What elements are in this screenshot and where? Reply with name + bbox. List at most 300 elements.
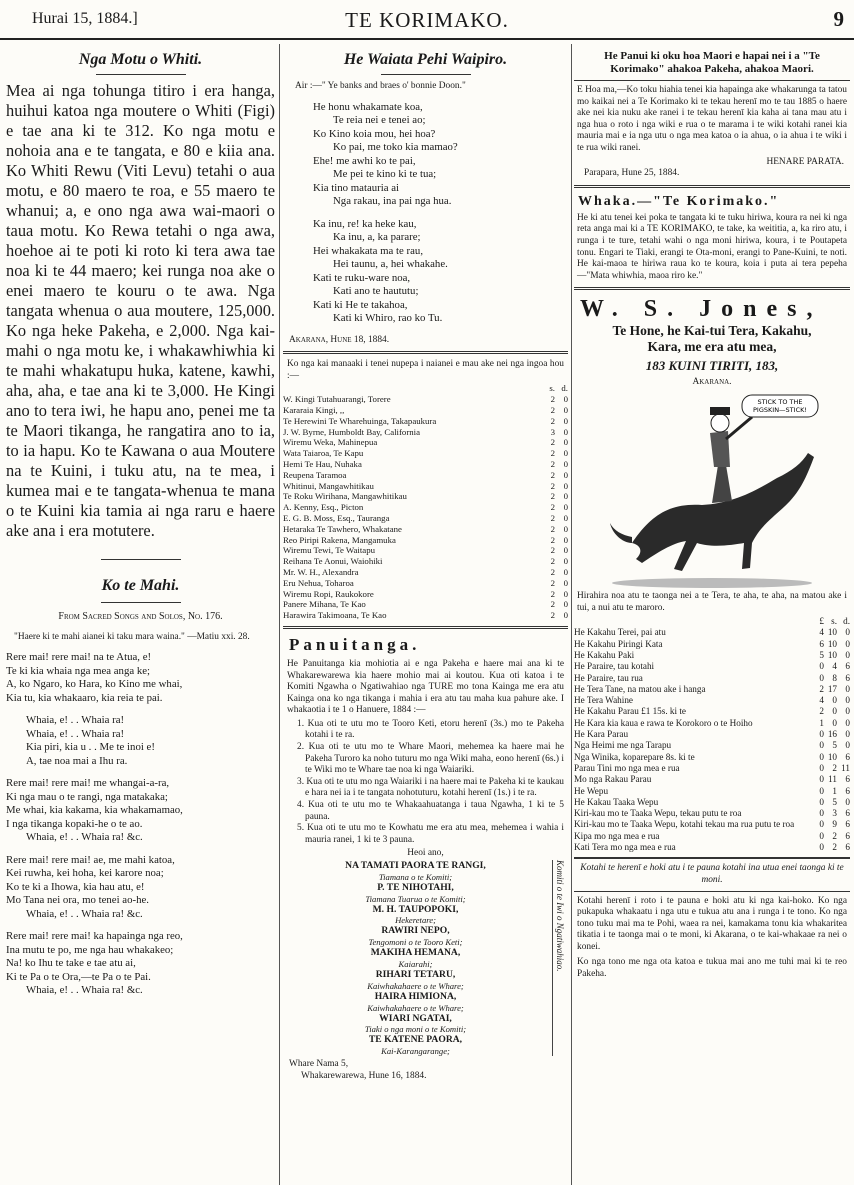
price-pounds: 0: [819, 830, 824, 841]
verse-line: Ko te ki a Ihowa, kia hau atu, e!: [6, 880, 145, 893]
hymn-heading: Ko te Mahi.: [101, 577, 180, 594]
verse-line: Rere mai! rere mai! ae, me mahi katoa,: [6, 853, 175, 866]
price-pounds: 0: [819, 672, 824, 683]
subscriber-row: [283, 405, 568, 416]
verse-line: He honu whakamate koa,: [313, 100, 423, 113]
subscriber-s: 2: [550, 534, 555, 545]
price-item: He Kakau Taaka Wepu: [574, 796, 659, 807]
price-pence: 0: [845, 706, 850, 717]
price-row: [574, 752, 850, 763]
subscriber-name: Hetaraka Te Tawhero, Whakatane: [283, 523, 402, 534]
price-shillings: 5: [832, 796, 837, 807]
advert-note-3: Ko nga tono me nga ota katoa e tukua mai ano me tuhi mai ki te reo Pakeha.: [577, 957, 847, 980]
subscriber-s: 2: [550, 599, 555, 610]
notice-heoi: Heoi ano,: [407, 848, 444, 859]
subscriber-name: Kararaia Kingi, ,,: [283, 404, 345, 415]
verse-line: Kati ki He te takahoa,: [313, 298, 408, 311]
subscriber-name: Whitinui, Mangawhitikau: [283, 480, 374, 491]
subscriber-d: 0: [563, 599, 568, 610]
rider-arm: [726, 417, 752, 439]
verse-line: Kia tino matauria ai: [313, 181, 400, 194]
subscriber-s: 3: [550, 426, 555, 437]
subscriber-name: Harawira Takimoana, Te Kao: [283, 610, 387, 621]
verse-line: Ehe! me awhi ko te pai,: [313, 154, 416, 167]
panui-heading: He Panui ki oku hoa Maori e hapai nei i a "Te Korimako" ahakoa Pakeha, ahakoa Maori.: [604, 50, 820, 75]
price-pence: 6: [845, 830, 850, 841]
committee-member-role: Kaiwhakahaere o te Whare;: [367, 980, 464, 991]
subscriber-row: [283, 502, 568, 513]
committee-member-role: Tengomoni o te Tooro Keti;: [368, 937, 463, 948]
price-pence: 0: [845, 729, 850, 740]
subscriber-row: [283, 481, 568, 492]
subscriber-name: Wiremu Ropi, Raukokore: [283, 588, 374, 599]
price-shillings: 0: [832, 706, 837, 717]
price-row: [574, 706, 850, 717]
price-item: He Wepu: [574, 785, 609, 796]
subscriber-row: [283, 610, 568, 621]
committee-member-role: Kaiwhakahaere o te Whare;: [367, 1002, 464, 1013]
price-pounds: 0: [819, 729, 824, 740]
verse-line: Na! ko Ihu te take e tae atu ai,: [6, 957, 136, 970]
chorus-line: Whaia, e! . . Whaia ra!: [26, 714, 125, 727]
chorus-line: A, tae noa mai a Ihu ra.: [26, 754, 128, 767]
subscriber-d: 0: [563, 458, 568, 469]
price-shillings: 10: [827, 638, 837, 649]
price-shillings: 1: [832, 785, 837, 796]
song-heading: He Waiata Pehi Waipiro.: [343, 51, 508, 68]
subscriber-name: Reupena Taramoa: [283, 469, 347, 480]
subscriber-row: [283, 394, 568, 405]
subscriber-row: [283, 491, 568, 502]
price-pence: 6: [845, 774, 850, 785]
subscriber-d: 0: [563, 512, 568, 523]
verse-line: Nga rakau, ina pai nga hua.: [333, 195, 452, 208]
committee-member-role: Kai-Karangarange;: [381, 1046, 450, 1057]
subscriber-name: E. G. B. Moss, Esq., Tauranga: [283, 512, 390, 523]
price-shillings: 11: [828, 774, 837, 785]
chorus-line: Kia piri, kia u . . Me te inoi e!: [26, 741, 155, 754]
subscriber-name: Te Roku Wirihana, Mangawhitikau: [283, 491, 407, 502]
price-item: He Kakahu Paki: [574, 649, 635, 660]
subscriber-s: 2: [550, 545, 555, 556]
column-divider: [571, 44, 572, 1185]
price-item: Nga Heimi me nga Tarapu: [574, 740, 672, 751]
committee-member-name: MAKIHA HEMANA,: [370, 947, 461, 959]
advert-name: W. S. Jones,: [580, 296, 823, 323]
price-pence: 0: [845, 695, 850, 706]
subscriber-s: 2: [550, 415, 555, 426]
subscriber-row: [283, 416, 568, 427]
verse-line: Kati ano te haututu;: [333, 285, 419, 298]
price-pounds: 4: [819, 695, 824, 706]
price-row: [574, 819, 850, 830]
committee-member-name: RIHARI TETARU,: [375, 968, 456, 980]
price-item: He Kakahu Terei, pai atu: [574, 627, 666, 638]
subscriber-s: 2: [550, 437, 555, 448]
horse-rider-illustration: [602, 393, 822, 589]
verse-line: Me pei te kino ki te tua;: [333, 168, 437, 181]
committee-member-role: Kaiarahi;: [398, 958, 433, 969]
column-3: [574, 44, 850, 1182]
subscriber-s: 2: [550, 502, 555, 513]
price-row: [574, 627, 850, 638]
price-pounds: 5: [819, 649, 824, 660]
subscriber-d: 0: [563, 577, 568, 588]
subscriber-d: 0: [563, 404, 568, 415]
price-shillings: 5: [832, 740, 837, 751]
verse-line: Me whai, kia kakama, kia whakamamao,: [6, 804, 183, 817]
price-pence: 0: [845, 740, 850, 751]
verse-line: Ka inu, re! ka heke kau,: [313, 217, 417, 230]
price-table: [574, 616, 850, 853]
price-pounds: 4: [819, 627, 824, 638]
price-item: Kiri-kau mo te Taaka Wepu, tekau putu te roa: [574, 808, 742, 819]
subscriber-name: Wiremu Weka, Mahinepua: [283, 437, 378, 448]
price-item: He Kakahu Parau £1 15s. ki te: [574, 706, 687, 717]
price-pence: 6: [845, 819, 850, 830]
price-pounds: 6: [819, 638, 824, 649]
chorus-line: Whaia, e! . . Whaia ra! &c.: [26, 907, 143, 920]
verse-line: I nga tikanga kopaki-he o te ao.: [6, 817, 143, 830]
subscriber-name: W. Kingi Tutahuarangi, Torere: [283, 394, 391, 405]
notice-rule: 2. Kua oti te utu mo te Whare Maori, mehemea ka haere mai he Pakeha Turoro ka noho tuturu mo nga Wiki maha, eono herenī (6s.) i te Wiki mo te Whare tae noa ki nga Waiariki.: [297, 742, 564, 776]
jones-advert: [574, 295, 850, 980]
horse-tail: [610, 523, 632, 543]
whaka-heading: Whaka.—"Te Korimako.": [578, 193, 780, 209]
notice-intro: He Panuitanga kia mohiotia ai e nga Pakeha e haere mai ana ki te Whakarewarewa kia haere mohio mai ai koutou. Kua oti katoa i te Komiti Ngawha o Ngatiwahiao nga TURE mo tona Kainga me era atu Kainga ona ko nga tikanga i mahia i era atu tau maha kua pahure ake. I whakaotia i te 1 o Hanuere, 1884 :—: [287, 658, 564, 716]
verse-line: Te ki kia whaia nga mea anga ke;: [6, 664, 151, 677]
song-signoff: Akarana, Hune 18, 1884.: [289, 334, 390, 345]
verse-line: Kia tu, kia whakaaro, kia reia te pai.: [6, 691, 163, 704]
price-pence: 6: [845, 842, 850, 853]
price-pounds: 0: [819, 774, 824, 785]
hymn-source: From Sacred Songs and Solos, No. 176.: [58, 611, 223, 622]
price-shillings: 0: [832, 695, 837, 706]
subscriber-d: 0: [563, 426, 568, 437]
price-item: He Paraire, tau rua: [574, 672, 643, 683]
price-row: [574, 808, 850, 819]
price-pounds: 0: [819, 842, 824, 853]
price-pence: 6: [845, 751, 850, 762]
verse-line: Rere mai! rere mai! me whangai-a-ra,: [6, 777, 170, 790]
song-air: Air :—" Ye banks and braes o' bonnie Doon.": [295, 81, 466, 91]
price-item: Kati Tera mo nga mea e rua: [574, 842, 676, 853]
verse-line: Kati ki Whiro, rao ko Tu.: [333, 312, 443, 325]
price-row: [574, 797, 850, 808]
subscriber-name: Wiremu Tewi, Te Waitapu: [283, 545, 376, 556]
song-verses: [283, 101, 568, 326]
subscriber-d: 0: [563, 534, 568, 545]
subscriber-d: 0: [563, 437, 568, 448]
subscriber-s: 2: [550, 588, 555, 599]
col-header: £: [819, 616, 824, 627]
col-header: s.: [831, 616, 837, 627]
price-item: He Paraire, tau kotahi: [574, 661, 655, 672]
price-shillings: 16: [827, 729, 837, 740]
price-row: [574, 729, 850, 740]
subscriber-s: 2: [550, 577, 555, 588]
price-item: He Kakahu Piringi Kata: [574, 638, 663, 649]
price-pounds: 0: [819, 819, 824, 830]
price-pence: 0: [845, 796, 850, 807]
price-pounds: 1: [819, 717, 824, 728]
notice-title: Panuitanga.: [289, 634, 421, 654]
notice-rule: 1. Kua oti te utu mo te Tooro Keti, etoru herenī (3s.) mo te Pakeha kotahi i te ra.: [297, 718, 564, 741]
subscriber-row: [283, 437, 568, 448]
subscriber-row: [283, 535, 568, 546]
verse-line: Ko pai, me toko kia mamao?: [333, 141, 458, 154]
advert-address: 183 KUINI TIRITI, 183,: [645, 358, 779, 374]
price-row: [574, 718, 850, 729]
subscribers-intro: Ko nga kai manaaki i tenei nupepa i naianei e mau ake nei nga ingoa hou :—: [287, 359, 564, 381]
col-header: s.: [549, 383, 555, 394]
price-item: Mo nga Rakau Parau: [574, 774, 652, 785]
price-item: Kipa mo nga mea e rua: [574, 830, 660, 841]
issue-date: Hurai 15, 1884.]: [32, 10, 138, 27]
verse-line: Ina mutu te po, me nga hau whakakeo;: [6, 943, 174, 956]
price-pounds: 0: [819, 751, 824, 762]
price-pence: 6: [845, 672, 850, 683]
subscriber-row: [283, 589, 568, 600]
price-pence: 6: [845, 785, 850, 796]
price-row: [574, 831, 850, 842]
committee-member-name: NA TAMATI PAORA TE RANGI,: [345, 860, 486, 871]
price-pounds: 0: [819, 661, 824, 672]
price-shillings: 10: [827, 649, 837, 660]
article-body: Mea ai nga tohunga titiro i era hanga, huihui katoa nga moutere o Whiti (Figi) e tae ana ki te 312. Ko nga motu e nohoia ana e te tangata, e 80 e kiia ana. Ko Whiti Rewu (Viti Levu) tetahi o aua motu, e 80 maero te roa, e 55 maero te whanui; a, e ono nga awa wai-maori o taua motu. Ko Rewa tetahi o nga awa, hoehoe ai te poti ki roto ki tera awa tae noa ki te 44 maero; kei runga noa ake o enei maero te kouru o te awa. Nga tangata whenua o aua moutere, 125,000. Ko nga heke Pakeha, e 2,000. Nga kai-mahi o nga motu ke, i whakawhiwhia ki te mahi whakatupu huka, katene, kawhi, aha, aha, e tae ana ki te 3,000. He Kingi ano to tera iwi, he hapu ano, penei me ta te Maori tikanga, he rangatira ano to ia, to ia hapu. Ko te Kawana o aua Moutere na te Kuini, i tuku atu, na te mea, i kumea mai e te tangata-whenua te mana o te Kuini kia tamia ai nga raru e haere ake ana i era motutere.: [6, 81, 275, 540]
subscriber-d: 0: [563, 394, 568, 405]
subscriber-row: [283, 599, 568, 610]
verse-line: Ka inu, a, ka parare;: [333, 231, 421, 244]
verse-line: Rere mai! rere mai! na te Atua, e!: [6, 651, 152, 664]
page-header: [0, 0, 854, 40]
price-pence: 6: [845, 808, 850, 819]
sign-text-2: PIGSKIN—STICK!: [753, 405, 807, 414]
price-pence: 0: [845, 627, 850, 638]
subscriber-s: 2: [550, 610, 555, 621]
subscriber-name: Panere Mihana, Te Kao: [283, 599, 366, 610]
price-pounds: 0: [819, 808, 824, 819]
notice-rule: 5. Kua oti te utu mo te Kowhatu me era atu mea, mehemea i wahia i mauria ranei, 1 ki te 3 pauna.: [297, 823, 564, 845]
subscriber-s: 2: [550, 458, 555, 469]
rider-head: [711, 414, 729, 432]
price-row: [574, 786, 850, 797]
price-shillings: 3: [832, 808, 837, 819]
price-row: [574, 695, 850, 706]
price-pence: 0: [845, 649, 850, 660]
subscriber-row: [283, 470, 568, 481]
subscriber-d: 0: [563, 588, 568, 599]
price-shillings: 4: [832, 661, 837, 672]
subscriber-row: [283, 578, 568, 589]
committee-member-name: RAWIRI NEPO,: [381, 925, 450, 937]
notice: [283, 634, 568, 1082]
panui-place: Parapara, Hune 25, 1884.: [584, 168, 680, 179]
verse-line: Ko Kino koia mou, hei hoa?: [313, 127, 436, 140]
subscriber-s: 2: [550, 491, 555, 502]
price-shillings: 8: [832, 672, 837, 683]
subscribers-table: [283, 383, 568, 621]
price-row: [574, 740, 850, 751]
subscriber-row: [283, 556, 568, 567]
chorus-line: Whaia, e! . . Whaia ra! &c.: [26, 831, 143, 844]
price-row: [574, 684, 850, 695]
price-shillings: 0: [832, 717, 837, 728]
subscriber-d: 0: [563, 566, 568, 577]
rider-leg: [712, 465, 732, 503]
subscriber-s: 2: [550, 404, 555, 415]
subscriber-d: 0: [563, 545, 568, 556]
price-pence: 6: [845, 661, 850, 672]
subscriber-s: 2: [550, 512, 555, 523]
panui-signer: HENARE PARATA.: [766, 156, 844, 167]
price-pence: 0: [845, 638, 850, 649]
advert-note-2: Kotahi herenī i roto i te pauna e hoki atu ki nga kai-hoko. Ko nga pukapuka whakaatu i nga utu e tukua atu ana i runga i te tono. Ko nga tono tuku mai ma te Pohi, waea ra nei, kamakama tonu kia whakaritea tikatia i te taonga mai o te moni, ki Akarana, o te kai-whakaae ra nei o konei.: [577, 895, 847, 952]
subscriber-s: 2: [550, 556, 555, 567]
notice-footer-2: Whakarewarewa, Hune 16, 1884.: [301, 1070, 427, 1081]
price-item: He Kara kia kaua e rawa te Korokoro o te Hoiho: [574, 717, 753, 728]
article-heading: Nga Motu o Whiti.: [78, 51, 203, 68]
subscriber-s: 2: [550, 480, 555, 491]
price-item: Nga Winika, koparepare 8s. ki te: [574, 751, 695, 762]
column-2: [283, 44, 568, 1182]
committee-member-role: Hekeretare;: [395, 915, 436, 926]
advert-sub-2: Kara, me era atu mea,: [647, 339, 777, 355]
page-number: 9: [833, 7, 844, 31]
subscriber-s: 2: [550, 566, 555, 577]
hymn-epigraph: "Haere ki te mahi aianei ki taku mara waina." —Matiu xxi. 28.: [14, 631, 250, 642]
price-row: [574, 639, 850, 650]
verse-line: Kei ruwha, kei hoha, kei karore noa;: [6, 867, 164, 880]
verse-line: Hei whakakata ma te rau,: [313, 244, 424, 257]
price-item: He Tera Wahine: [574, 695, 633, 706]
subscriber-row: [283, 427, 568, 438]
subscriber-row: [283, 545, 568, 556]
committee-side-label: Komiti o te Iwi o Ngatiwahiao.: [555, 860, 565, 972]
price-shillings: 2: [832, 830, 837, 841]
price-item: Kiri-kau mo te Taaka Wepu, kotahi tekau ma rua putu te roa: [574, 819, 795, 830]
price-item: He Kara Parau: [574, 729, 629, 740]
committee-member-role: Tiamana Tuarua o te Komiti;: [365, 893, 466, 904]
chorus-line: Whaia, e! . . Whaia ra!: [26, 727, 125, 740]
price-row: [574, 842, 850, 853]
col-header: d.: [561, 383, 568, 394]
price-pence: 11: [841, 762, 850, 773]
committee-member-name: P. TE NIHOTAHI,: [377, 881, 454, 893]
committee-member-role: Tiamana o te Komiti;: [378, 871, 453, 882]
subscriber-name: Mr. W. H., Alexandra: [283, 566, 359, 577]
subscriber-name: Reihana Te Aonui, Waiohiki: [283, 556, 383, 567]
subscriber-d: 0: [563, 448, 568, 459]
price-pounds: 0: [819, 785, 824, 796]
notice-footer-1: Whare Nama 5,: [289, 1059, 349, 1070]
masthead-title: TE KORIMAKO.: [345, 8, 509, 32]
notice-rule: 4. Kua oti te utu mo te Whakaahuatanga i taua Ngawha, 1 ki te 5 pauna.: [297, 800, 564, 822]
subscriber-d: 0: [563, 415, 568, 426]
verse-line: Te reia nei e tenei ao;: [333, 114, 426, 127]
price-row: [574, 661, 850, 672]
subscriber-name: Te Herewini Te Wharehuinga, Takapaukura: [283, 415, 437, 426]
subscriber-name: A. Kenny, Esq., Picton: [283, 502, 364, 513]
price-shillings: 9: [832, 819, 837, 830]
price-pence: 0: [845, 717, 850, 728]
price-row: [574, 774, 850, 785]
price-pence: 0: [845, 683, 850, 694]
verse-line: Kati te ruku-ware noa,: [313, 271, 411, 284]
subscriber-name: Reo Piripi Rakena, Mangamuka: [283, 534, 396, 545]
notice-rule: 3. Kua oti te utu mo nga Waiariki i na haere mai te Pakeha ki te kaukau e hara nei ia i te tangata nohotuturu, kotahi herenī (1s.) i te ra.: [297, 776, 564, 799]
whaka-body: He ki atu tenei kei poka te tangata ki te tuku hiriwa, koura ra nei ki nga reta anga mai ki a TE KORIMAKO, te take, ka weititia, a, ka riro atu, i runga i te ture, tetahi wahi o nga moni hiriwa, koura, i te Poutapeta tonu. Engari te Tiaki, erangi te Ota-moni, erangi to Pane-Kuini, te noti. He kai-maoa te hiriwa raua ko te koura, koia i puta ai tera pepeha—"Mata whiwhia, maoa riro ke.": [577, 212, 847, 281]
committee-member-role: Tiaki o nga moni o te Komiti;: [364, 1024, 467, 1035]
price-shillings: 17: [827, 683, 837, 694]
price-pounds: 0: [819, 762, 824, 773]
subscriber-name: Hemi Te Hau, Nuhaka: [283, 458, 362, 469]
advert-sub-1: Te Hone, he Kai-tui Tera, Kakahu,: [612, 323, 812, 339]
price-item: Parau Tini mo nga mea e rua: [574, 762, 680, 773]
subscriber-d: 0: [563, 491, 568, 502]
price-shillings: 10: [827, 751, 837, 762]
subscriber-d: 0: [563, 523, 568, 534]
subscriber-s: 2: [550, 448, 555, 459]
subscriber-s: 2: [550, 394, 555, 405]
verse-line: Rere mai! rere mai! ka hapainga nga reo,: [6, 930, 183, 943]
subscriber-name: J. W. Byrne, Humboldt Bay, California: [283, 426, 420, 437]
chorus-line: Whaia, e! . . Whaia ra! &c.: [26, 984, 143, 997]
price-shillings: 2: [832, 762, 837, 773]
committee-member-name: TE KATENE PAORA,: [368, 1034, 463, 1046]
subscriber-d: 0: [563, 480, 568, 491]
price-row: [574, 763, 850, 774]
price-shillings: 10: [827, 627, 837, 638]
price-pounds: 2: [819, 683, 824, 694]
price-shillings: 2: [832, 842, 837, 853]
column-1: [6, 44, 275, 1182]
committee-member-name: WIARI NGATAI,: [379, 1012, 452, 1024]
subscriber-name: Wata Taiaroa, Te Kapu: [283, 448, 364, 459]
subscriber-row: [283, 459, 568, 470]
subscriber-s: 2: [550, 523, 555, 534]
price-item: He Tera Tane, na matou ake i hanga: [574, 683, 706, 694]
rider-hat: [710, 407, 730, 415]
verse-line: Ki te Pa o te Ora,—te Pa o te Pai.: [6, 970, 151, 983]
sign-text-1: STICK TO THE: [757, 397, 803, 406]
advert-description: Hirahira noa atu te taonga nei a te Tera, te aha, te aha, na matou ake i tui, a nui atu te maroro.: [577, 590, 847, 613]
price-pounds: 0: [819, 740, 824, 751]
committee-member-name: HAIRA HIMIONA,: [374, 990, 457, 1002]
subscriber-row: [283, 513, 568, 524]
subscriber-s: 2: [550, 469, 555, 480]
price-pounds: 2: [819, 706, 824, 717]
subscriber-name: Eru Nehua, Toharoa: [283, 577, 354, 588]
price-row: [574, 673, 850, 684]
subscriber-row: [283, 448, 568, 459]
column-divider: [279, 44, 280, 1185]
verse-line: Hei taunu, a, hei whakahe.: [333, 258, 448, 271]
subscriber-row: [283, 567, 568, 578]
verse-line: Ki nga mau o te rangi, nga matakaka;: [6, 790, 168, 803]
subscriber-d: 0: [563, 610, 568, 621]
col-header: d.: [843, 616, 850, 627]
panui-letter: E Hoa ma,—Ko toku hiahia tenei kia hapainga ake whakarunga ta tatou mo kaikai nei a Te Korimako ki te tekau herenī mo te tau 1885 o haere ake nei kia nuku ake ranei i te tekau herenī kia kaha ai tana mau atu i nga hua o roto i nga wiki e rua o te marama i te wiki kotahi ranei kia mauria mai e ia nga utu o nga mea katoa o ia ahua, o ia ahua i te wiki i te rua wiki ranei.: [577, 85, 847, 153]
advert-city: Akarana.: [692, 377, 732, 388]
price-row: [574, 650, 850, 661]
verse-line: Mo Tana nei ora, mo tenei ao-he.: [6, 894, 149, 907]
subscriber-row: [283, 524, 568, 535]
committee-member-name: M. H. TAUPOPOKI,: [372, 903, 459, 915]
ground-shadow: [612, 578, 812, 588]
advert-note-1: Kotahi te herenī e hoki atu i te pauna kotahi ina utua enei taonga ki te moni.: [580, 863, 844, 885]
verse-line: A, ko Ngaro, ko Hara, ko Kino me whai,: [6, 678, 183, 691]
